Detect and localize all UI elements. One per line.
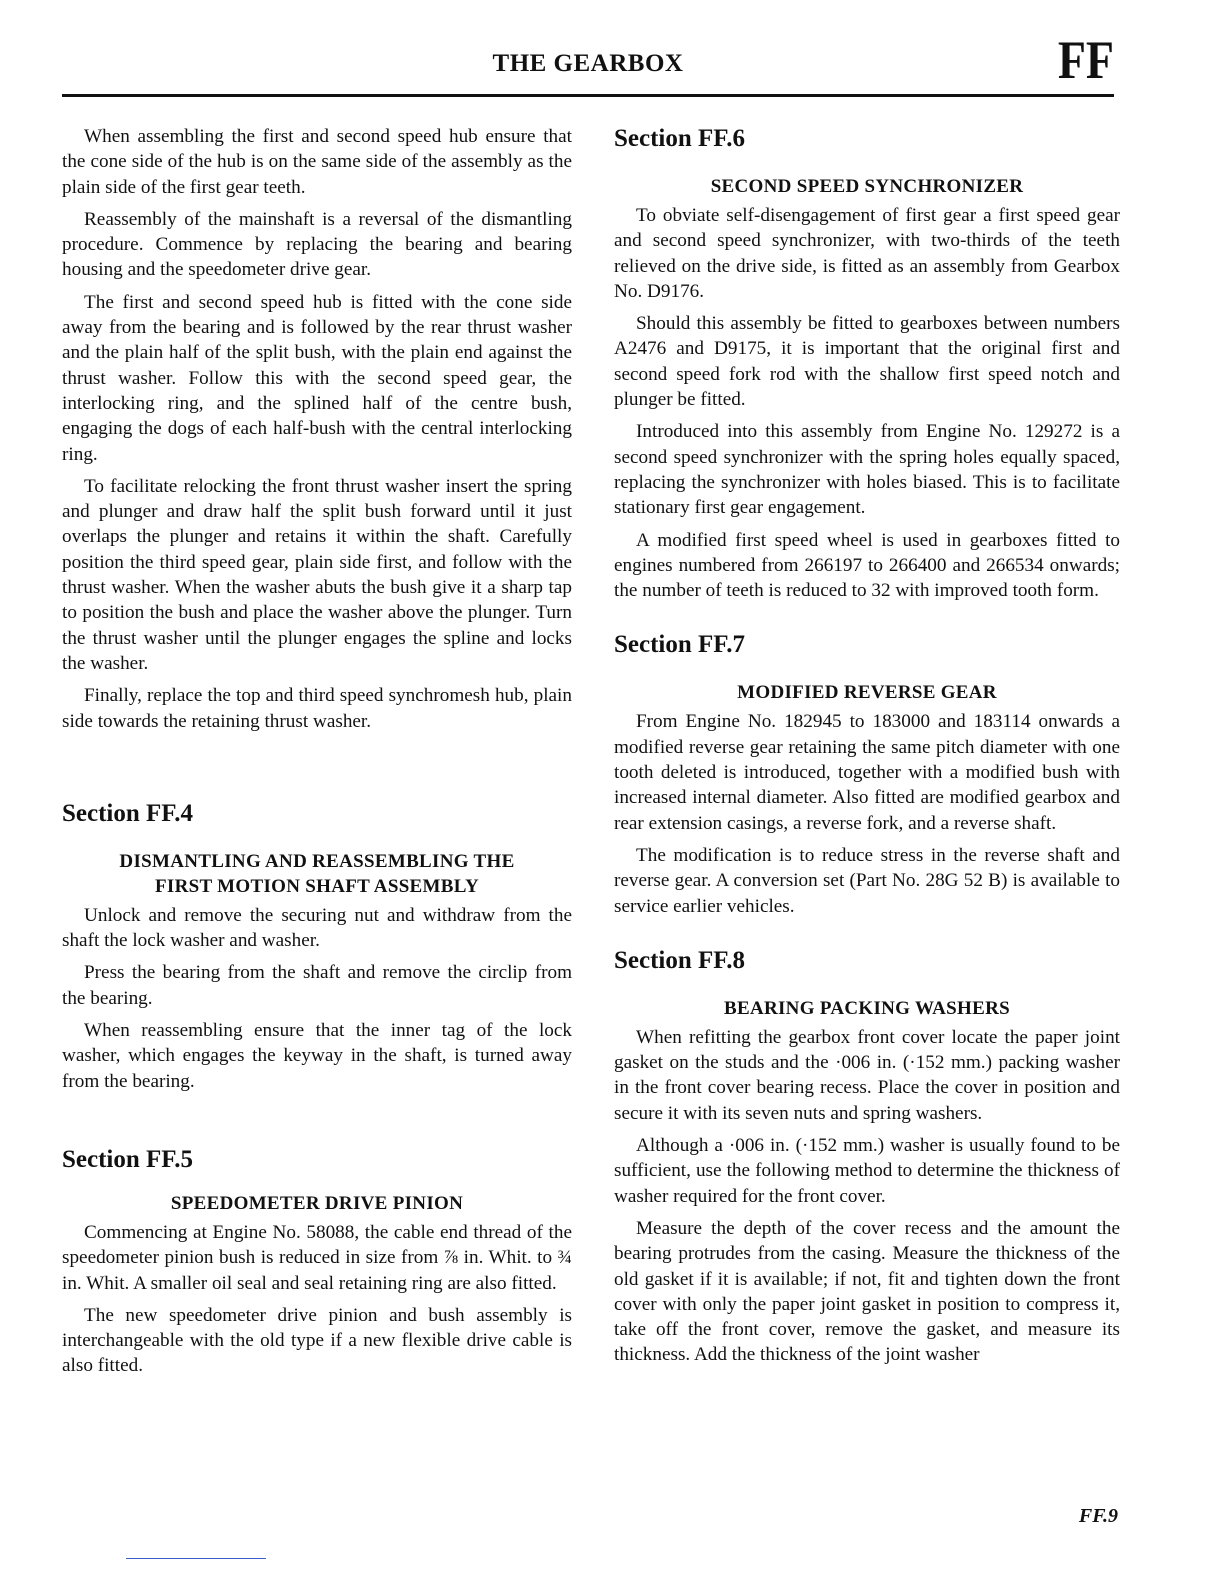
section-code: FF: [1057, 30, 1114, 90]
paragraph: To obviate self-disengagement of first gear a first speed gear and second speed synchronizer, with two-thirds of the teeth relieved on the drive side, is fitted as an assembly from Gearbox No. D9176.: [614, 205, 1120, 302]
section-subheading-ff6: SECOND SPEED SYNCHRONIZER: [710, 176, 1024, 197]
paragraph: Measure the depth of the cover recess and the amount the bearing protrudes from the casing. Measure the thickness of the old gasket if it is available; if not, fit and tighten down the front cover with only the paper joint gasket in position to compress it, take off the front cover, remove the gasket, and measure its thickness. Add the thickness of the joint washer: [614, 1217, 1120, 1366]
paragraph: When assembling the first and second speed hub ensure that the cone side of the hub is on the same side of the assembly as the plain side of the first gear teeth.: [62, 126, 572, 198]
paragraph: When reassembling ensure that the inner tag of the lock washer, which engages the keyway in the shaft, is turned away from the bearing.: [62, 1020, 572, 1092]
section-heading-ff4: Section FF.4: [62, 799, 194, 827]
paragraph: The modification is to reduce stress in the reverse shaft and reverse gear. A conversion set (Part No. 28G 52 B) is available to service earlier vehicles.: [614, 844, 1120, 917]
section-heading-ff6: Section FF.6: [614, 125, 746, 152]
paragraph: A modified first speed wheel is used in gearboxes fitted to engines numbered from 266197 to 266400 and 266534 onwards; the number of teeth is reduced to 32 with improved tooth form.: [614, 529, 1120, 602]
header-divider: [62, 94, 1114, 97]
section-subheading-ff4: DISMANTLING AND REASSEMBLING THE: [119, 850, 515, 872]
section-subheading-ff7: MODIFIED REVERSE GEAR: [737, 682, 997, 704]
page-header: [62, 30, 1114, 100]
section-subheading-ff5: SPEEDOMETER DRIVE PINION: [170, 1192, 464, 1214]
page-number: FF.9: [1078, 1505, 1118, 1527]
paragraph: Commencing at Engine No. 58088, the cable end thread of the speedometer pinion bush is reduced in size from ⅞ in. Whit. to ¾ in. Whit. A smaller oil seal and seal retaining ring are also fitted.: [62, 1221, 572, 1294]
page-title: THE GEARBOX: [492, 50, 684, 77]
paragraph: Finally, replace the top and third speed synchromesh hub, plain side towards the retaining thrust washer.: [62, 685, 572, 732]
paragraph: The new speedometer drive pinion and bush assembly is interchangeable with the old type if a new flexible drive cable is also fitted.: [62, 1304, 572, 1377]
paragraph: From Engine No. 182945 to 183000 and 183114 onwards a modified reverse gear retaining the same pitch diameter with one tooth deleted is introduced, together with a modified bush with increased internal diameter. Also fitted are modified gearbox and rear extension casings, a reverse fork, and a reverse shaft.: [614, 711, 1120, 834]
paragraph: Introduced into this assembly from Engine No. 129272 is a second speed synchronizer with the spring holes equally spaced, replacing the synchronizer with holes biased. This is to facilitate stationary first gear engagement.: [614, 421, 1120, 519]
paragraph: Press the bearing from the shaft and remove the circlip from the bearing.: [62, 962, 572, 1009]
paragraph: When refitting the gearbox front cover locate the paper joint gasket on the studs and the ·006 in. (·152 mm.) packing washer in the front cover bearing recess. Place the cover in position and secure it with its seven nuts and spring washers.: [614, 1026, 1120, 1124]
paragraph: Reassembly of the mainshaft is a reversal of the dismantling procedure. Commence by replacing the bearing and bearing housing and the speedometer drive gear.: [62, 208, 572, 281]
section-heading-ff5: Section FF.5: [62, 1145, 194, 1173]
section-heading-ff8: Section FF.8: [614, 946, 746, 974]
paragraph: Should this assembly be fitted to gearboxes between numbers A2476 and D9175, it is important that the original first and second speed fork rod with the shallow first speed notch and plunger be fitted.: [614, 313, 1120, 411]
paragraph: Unlock and remove the securing nut and withdraw from the shaft the lock washer and washer.: [62, 904, 572, 952]
section-subheading-ff8: BEARING PACKING WASHERS: [724, 997, 1010, 1019]
paragraph: Although a ·006 in. (·152 mm.) washer is usually found to be sufficient, use the following method to determine the thickness of washer required for the front cover.: [614, 1135, 1120, 1207]
left-column: [62, 124, 572, 1386]
section-subheading-ff4-line2: FIRST MOTION SHAFT ASSEMBLY: [155, 875, 479, 897]
paragraph: To facilitate relocking the front thrust washer insert the spring and plunger and draw half the split bush forward until it just overlaps the plunger and retains it within the shaft. Carefully position the third speed gear, plain side first, and follow with the thrust washer. When the washer abuts the bush give it a sharp tap to position the bush and place the washer above the plunger. Turn the thrust washer until the plunger engages the spline and locks the washer.: [62, 475, 572, 674]
paragraph: The first and second speed hub is fitted with the cone side away from the bearing and is followed by the rear thrust washer and the plain half of the split bush, with the plain end against the thrust washer. Follow this with the second speed gear, the interlocking ring, and the splined half of the centre bush, engaging the dogs of each half-bush with the central interlocking ring.: [62, 291, 572, 465]
section-heading-ff7: Section FF.7: [614, 631, 746, 659]
footer-divider: [126, 1558, 266, 1559]
right-column: [614, 124, 1120, 1375]
